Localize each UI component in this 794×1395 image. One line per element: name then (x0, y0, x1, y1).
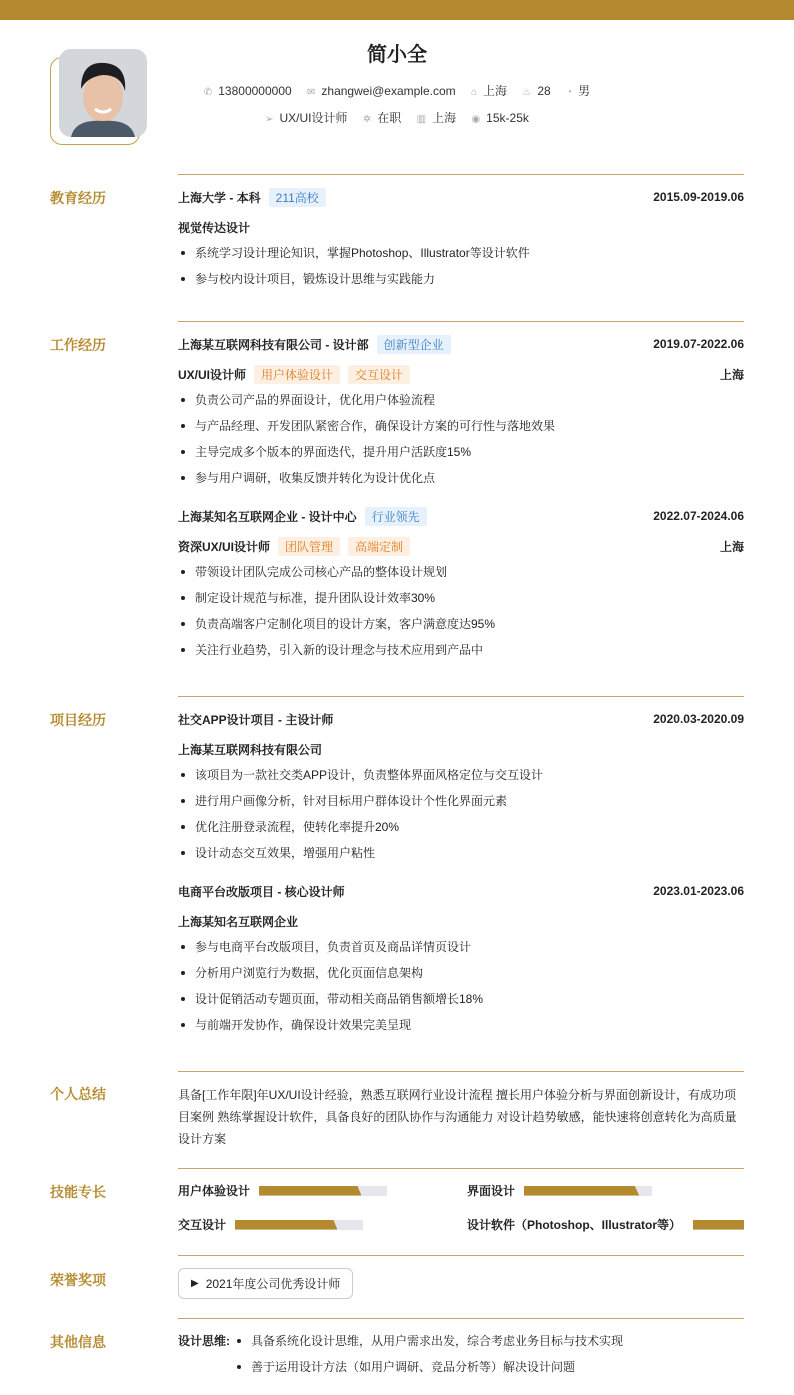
list-item: 优化注册登录流程，使转化率提升20% (178, 818, 744, 844)
skill-bar-fill (693, 1220, 744, 1230)
skill-item (178, 1182, 387, 1199)
role-tag: 高端定制 (348, 537, 410, 556)
work-location: 上海 (719, 539, 744, 554)
triangle-right-icon: ▶ (191, 1278, 199, 1289)
award-label: 2021年度公司优秀设计师 (205, 1277, 341, 1291)
contact-info-row (0, 82, 794, 99)
list-item: 具备系统化设计思维，从用户需求出发，综合考虑业务目标与技术实现 (234, 1332, 623, 1358)
list-item: 关注行业趋势，引入新的设计理念与技术应用到产品中 (178, 641, 744, 667)
project-name: 电商平台改版项目 - 核心设计师 (178, 884, 345, 899)
phone: 13800000000 (218, 84, 292, 98)
list-item: 分析用户浏览行为数据，优化页面信息架构 (178, 964, 744, 990)
list-item: 进行用户画像分析，针对目标用户群体设计个性化界面元素 (178, 792, 744, 818)
section-title: 荣誉奖项 (50, 1272, 106, 1288)
project-header (178, 882, 744, 900)
skill-bar (235, 1220, 363, 1230)
skill-name: 用户体验设计 (178, 1184, 251, 1198)
work-item-header (178, 335, 744, 353)
send-icon: ➢ (265, 114, 274, 125)
list-item: 设计动态交互效果，增强用户粘性 (178, 844, 744, 870)
section-title: 项目经历 (50, 712, 106, 728)
divider (178, 1071, 744, 1072)
company: 上海某互联网科技有限公司 - 设计部 (178, 337, 369, 352)
age: 28 (537, 84, 551, 98)
school-tag: 211高校 (269, 188, 326, 207)
top-accent-bar (0, 0, 794, 20)
section-title: 其他信息 (50, 1334, 106, 1350)
location: 上海 (483, 84, 508, 98)
company: 上海某知名互联网企业 - 设计中心 (178, 509, 357, 524)
role-tag: 交互设计 (348, 365, 410, 384)
skill-bar (259, 1186, 387, 1196)
list-item: 制定设计规范与标准，提升团队设计效率30% (178, 589, 744, 615)
list-item: 与前端开发协作，确保设计效果完美呈现 (178, 1016, 744, 1042)
date: 2019.07-2022.06 (653, 337, 744, 351)
award-item[interactable] (178, 1268, 353, 1299)
candidate-name: 简小全 (367, 44, 427, 66)
job-info-row (0, 109, 794, 126)
list-item: 系统学习设计理论知识，掌握Photoshop、Illustrator等设计软件 (178, 244, 744, 270)
status-icon: ✲ (362, 114, 372, 125)
home-icon: ⌂ (471, 87, 478, 98)
skill-bar-fill (259, 1186, 361, 1196)
company-tag: 行业领先 (365, 507, 427, 526)
role-tag: 用户体验设计 (254, 365, 340, 384)
project-company: 上海某知名互联网企业 (178, 914, 299, 929)
role: UX/UI设计师 (178, 367, 247, 382)
position: UX/UI设计师 (279, 111, 348, 125)
date: 2023.01-2023.06 (653, 884, 744, 898)
building-icon: ▥ (416, 114, 427, 125)
status: 在职 (377, 111, 402, 125)
project-header (178, 710, 744, 728)
summary-text: 具备[工作年限]年UX/UI设计经验，熟悉互联网行业设计流程 擅长用户体验分析与界面创新设计，有成功项目案例 熟练掌握设计软件，具备良好的团队协作与沟通能力 对设计趋势敏感，能快速将创意转化为高质量设计方案 (178, 1088, 737, 1146)
gender-icon: ◔ (566, 87, 573, 98)
divider (178, 321, 744, 322)
divider (178, 1318, 744, 1319)
list-item: 主导完成多个版本的界面迭代，提升用户活跃度15% (178, 443, 744, 469)
salary: 15k-25k (486, 111, 529, 125)
city: 上海 (432, 111, 457, 125)
divider (178, 1255, 744, 1256)
email-icon: ✉ (307, 87, 316, 98)
phone-icon: ✆ (203, 87, 213, 98)
list-item: 参与校内设计项目，锻炼设计思维与实践能力 (178, 270, 744, 296)
skill-bar-fill (235, 1220, 337, 1230)
divider (178, 696, 744, 697)
project-company: 上海某互联网科技有限公司 (178, 742, 323, 757)
skill-item (467, 1182, 652, 1199)
role: 资深UX/UI设计师 (178, 539, 271, 554)
skill-name: 交互设计 (178, 1218, 227, 1232)
skill-name: 设计软件（Photoshop、Illustrator等） (467, 1218, 681, 1232)
list-item: 负责高端客户定制化项目的设计方案，客户满意度达95% (178, 615, 744, 641)
salary-icon: ◉ (471, 114, 481, 125)
list-item: 参与电商平台改版项目，负责首页及商品详情页设计 (178, 938, 744, 964)
school: 上海大学 - 本科 (178, 190, 261, 205)
list-item: 与产品经理、开发团队紧密合作，确保设计方案的可行性与落地效果 (178, 417, 744, 443)
list-item: 带领设计团队完成公司核心产品的整体设计规划 (178, 563, 744, 589)
list-item: 该项目为一款社交类APP设计，负责整体界面风格定位与交互设计 (178, 766, 744, 792)
gender: 男 (578, 84, 591, 98)
skill-item (178, 1216, 363, 1233)
skills-section (50, 1182, 744, 1242)
list-item: 负责公司产品的界面设计，优化用户体验流程 (178, 391, 744, 417)
skill-bar (524, 1186, 652, 1196)
project-name: 社交APP设计项目 - 主设计师 (178, 712, 334, 727)
company-tag: 创新型企业 (377, 335, 451, 354)
skill-bar (693, 1220, 744, 1230)
divider (178, 1168, 744, 1169)
divider (178, 174, 744, 175)
date: 2022.07-2024.06 (653, 509, 744, 523)
list-item: 设计促销活动专题页面，带动相关商品销售额增长18% (178, 990, 744, 1016)
cake-icon: ♨ (522, 87, 532, 98)
section-title: 教育经历 (50, 190, 106, 206)
list-item: 善于运用设计方法（如用户调研、竞品分析等）解决设计问题 (234, 1358, 623, 1384)
date: 2015.09-2019.06 (653, 190, 744, 204)
email: zhangwei@example.com (321, 84, 456, 98)
other-label: 设计思维: (178, 1334, 230, 1348)
major: 视觉传达设计 (178, 220, 251, 235)
work-item-header (178, 507, 744, 525)
skill-item (467, 1216, 744, 1233)
skill-bar-fill (524, 1186, 639, 1196)
section-title: 工作经历 (50, 337, 106, 353)
skill-name: 界面设计 (467, 1184, 516, 1198)
section-title: 技能专长 (50, 1184, 106, 1200)
list-item: 参与用户调研，收集反馈并转化为设计优化点 (178, 469, 744, 495)
work-location: 上海 (719, 367, 744, 382)
role-tag: 团队管理 (278, 537, 340, 556)
section-title: 个人总结 (50, 1086, 106, 1102)
date: 2020.03-2020.09 (653, 712, 744, 726)
